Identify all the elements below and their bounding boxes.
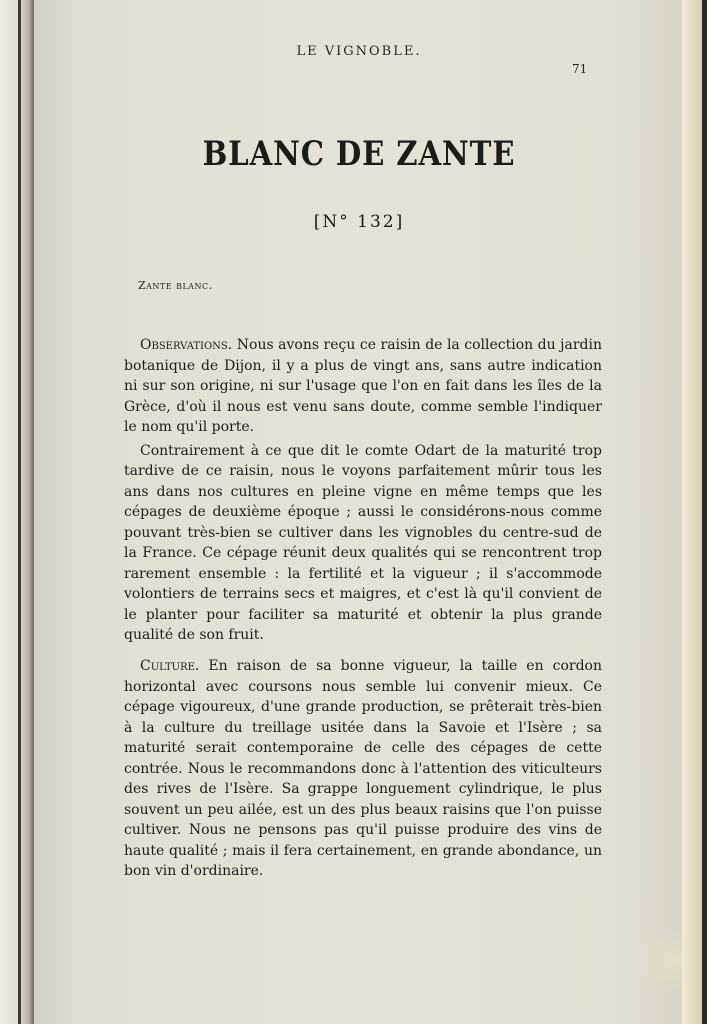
- observations-lead: Observations.: [140, 337, 233, 353]
- book-page: [34, 0, 682, 1024]
- observations-paragraph-2: [124, 441, 602, 646]
- culture-text: En raison de sa bonne vigueur, la taille en cordon horizontal avec coursons nous semble lui convenir mieux. Ce cépage vigoureux, d'une grande production, se prêterait très-bien à la culture du treillage usitée dans la Savoie et l'Isère ; sa maturité serait contemporaine de celle des cépages de cette contrée. Nous le recommandons donc à l'attention des viticulteurs des rives de l'Isère. Sa grappe longuement cylindrique, le plus souvent un peu ailée, est un des plus beaux raisins que l'on puisse cultiver. Nous ne pensons pas qu'il puisse produire des vins de haute qualité ; mais il fera certainement, en grande abondance, un bon vin d'ordinaire.: [124, 658, 603, 879]
- page-title: BLANC DE ZANTE: [202, 134, 516, 174]
- observations-text-1: Nous avons reçu ce raisin de la collection du jardin botanique de Dijon, il y a plus de vingt ans, sans autre indication ni sur son origine, ni sur l'usage que l'on en fait dans les îles de la Grèce, d'où il nous est venu sans doute, comme semble l'indiquer le nom qu'il porte.: [124, 337, 603, 435]
- page-number: 71: [572, 62, 588, 76]
- culture-lead: Culture.: [140, 658, 200, 674]
- book-spine: [0, 0, 34, 1024]
- observations-paragraph-1: [124, 335, 602, 438]
- culture-paragraph: [124, 656, 602, 882]
- observations-section: [124, 335, 602, 649]
- culture-section: [124, 656, 602, 885]
- page-edge-shadow: [702, 0, 707, 1024]
- entry-number: [N° 132]: [313, 212, 405, 232]
- spine-binding-line: [18, 0, 21, 1024]
- running-head: LE VIGNOBLE.: [296, 44, 422, 59]
- synonym-line: Zante blanc.: [138, 279, 213, 292]
- observations-text-2: Contrairement à ce que dit le comte Odart de la maturité trop tardive de ce raisin, nous le voyons parfaitement mûrir tous les ans dans nos cultures en pleine vigne en même temps que les cépages de deuxième époque ; aussi le considérons-nous comme pouvant très-bien se cultiver dans les vignobles du centre-sud de la France. Ce cépage réunit deux qualités qui se rencontrent trop rarement ensemble : la fertilité et la vigueur ; il s'accommode volontiers de terrains secs et maigres, et c'est là qu'il convient de le planter pour faciliter sa maturité et obtenir la plus grande qualité de son fruit.: [124, 442, 602, 643]
